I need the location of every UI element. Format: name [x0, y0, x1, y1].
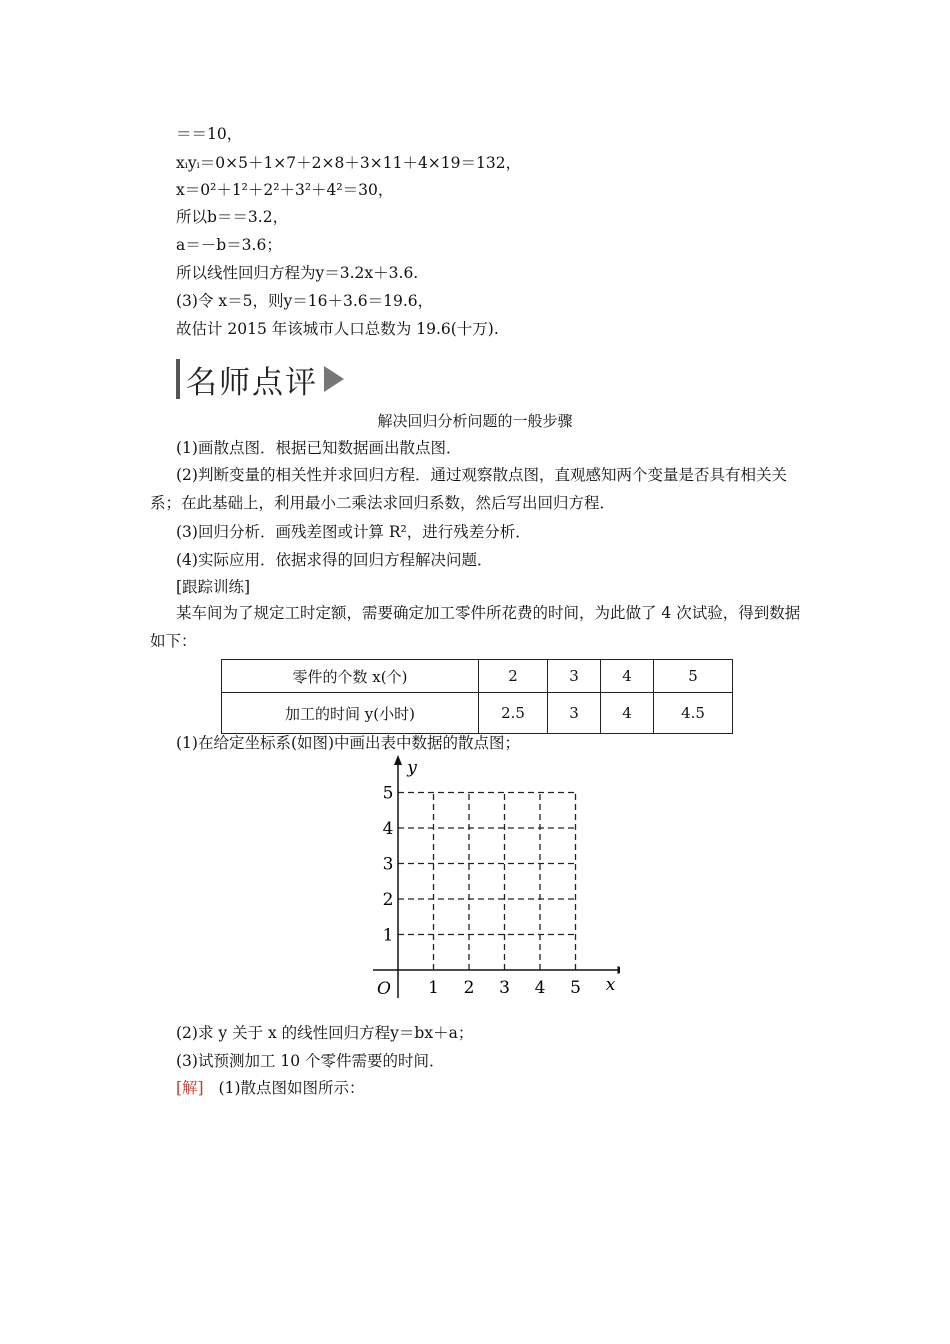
data-table	[221, 659, 733, 734]
table-cell: 3	[548, 693, 601, 734]
x-tick-label: 2	[463, 978, 475, 998]
step-3: (3)回归分析．画残差图或计算 R²，进行残差分析．	[176, 523, 531, 541]
answer-label: [解]	[176, 1079, 204, 1097]
scatter-chart	[360, 755, 620, 1005]
solution-line-3: x＝0²＋1²＋2²＋3²＋4²＝30，	[176, 181, 394, 199]
table-cell: 4	[601, 660, 654, 693]
y-tick-label: 1	[382, 925, 394, 946]
table-cell: 5	[654, 660, 733, 693]
question-2: (2)求 y 关于 x 的线性回归方程y＝bx＋a；	[176, 1024, 474, 1042]
table-cell: 3	[548, 660, 601, 693]
solution-line-6: 所以线性回归方程为y＝3.2x＋3.6.	[176, 264, 419, 282]
y-tick-label: 2	[382, 890, 394, 910]
table-cell: 4	[601, 693, 654, 734]
y-tick-label: 4	[382, 819, 394, 839]
x-axis-arrow-icon	[618, 966, 621, 974]
table-row-label: 零件的个数 x(个)	[222, 660, 479, 693]
x-axis-label: x	[605, 975, 616, 995]
step-1: (1)画散点图．根据已知数据画出散点图．	[176, 439, 462, 457]
x-tick-label: 4	[534, 978, 546, 998]
step-2: (2)判断变量的相关性并求回归方程．通过观察散点图，直观感知两个变量是否具有相关关系；在此基础上，利用最小二乘法求回归系数，然后写出回归方程．	[150, 466, 787, 512]
solution-line-8: 故估计 2015 年该城市人口总数为 19.6(十万).	[176, 320, 499, 338]
table-row	[222, 660, 733, 693]
table-row	[222, 693, 733, 734]
table-cell: 2.5	[479, 693, 548, 734]
y-axis-arrow-icon	[394, 755, 402, 765]
section-heading	[176, 358, 344, 400]
solution-line-7: (3)令 x＝5，则y＝16＋3.6＝19.6，	[176, 292, 434, 310]
solution-line-4: 所以b＝＝3.2，	[176, 208, 289, 226]
y-axis-label: y	[407, 758, 417, 778]
question-1: (1)在给定坐标系(如图)中画出表中数据的散点图；	[176, 734, 521, 752]
practice-label: [跟踪训练]	[176, 578, 251, 596]
y-tick-label: 5	[382, 783, 394, 804]
table-cell: 4.5	[654, 693, 733, 734]
solution-line-5: a＝－b＝3.6；	[176, 236, 282, 254]
table-row-label: 加工的时间 y(小时)	[222, 693, 479, 734]
steps-title: 解决回归分析问题的一般步骤	[377, 412, 573, 430]
question-3: (3)试预测加工 10 个零件需要的时间．	[176, 1052, 445, 1070]
heading-bar	[176, 359, 180, 399]
triangle-arrow-icon	[324, 366, 344, 392]
table-cell: 2	[479, 660, 548, 693]
step-4: (4)实际应用．依据求得的回归方程解决问题．	[176, 551, 493, 569]
problem-text: 某车间为了规定工时定额，需要确定加工零件所花费的时间，为此做了 4 次试验，得到数据如下：	[150, 604, 801, 650]
y-tick-label: 3	[382, 854, 394, 875]
x-tick-label: 5	[570, 978, 581, 998]
answer-text: (1)散点图如图所示：	[218, 1079, 365, 1097]
section-heading-text: 名师点评	[186, 364, 318, 401]
solution-line-2: xᵢyᵢ＝0×5＋1×7＋2×8＋3×11＋4×19＝132，	[176, 154, 522, 172]
origin-label: O	[377, 979, 391, 999]
answer-line	[176, 1078, 365, 1098]
x-tick-label: 3	[499, 978, 510, 998]
solution-line-1: ＝＝10，	[176, 125, 243, 143]
x-tick-label: 1	[428, 978, 439, 998]
